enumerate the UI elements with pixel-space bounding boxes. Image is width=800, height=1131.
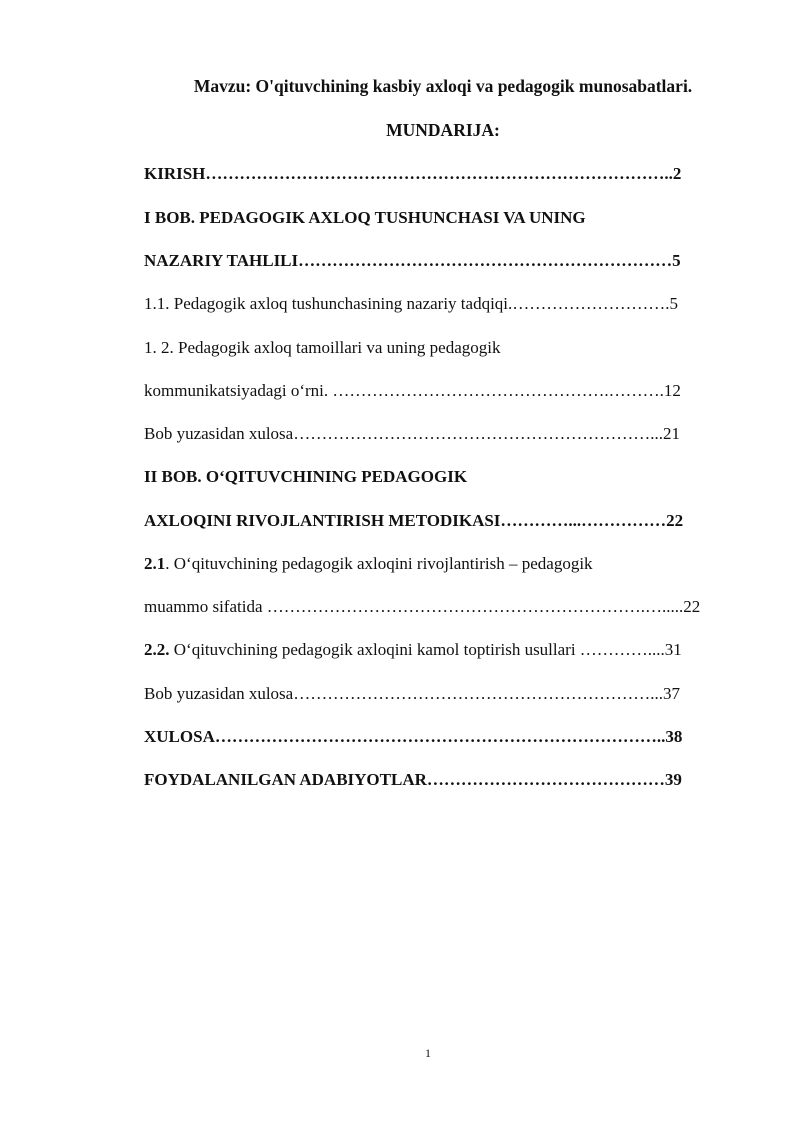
toc-entry-chapter-2-conclusion: Bob yuzasidan xulosa………………………………………………………...37 <box>144 684 680 703</box>
document-topic: Mavzu: O'qituvchining kasbiy axloqi va pedagogik munosabatlari. <box>193 76 693 96</box>
toc-entry-2-2-text: O‘qituvchining pedagogik axloqini kamol toptirish usullari …………....31 <box>169 640 682 659</box>
toc-entry-kirish: KIRISH………………………………………………………………………..2 <box>144 164 682 183</box>
toc-entry-2-1-line-1 <box>144 554 593 574</box>
toc-entry-2-1-text: . O‘qituvchining pedagogik axloqini rivojlantirish – pedagogik <box>165 554 593 573</box>
toc-entry-2-1-line-2: muammo sifatida ………………………………………………………….….....22 <box>144 597 701 616</box>
toc-entry-1-2-line-2: kommunikatsiyadagi o‘rni. ………………………………………….……….12 <box>144 381 681 400</box>
toc-entry-bibliography: FOYDALANILGAN ADABIYOTLAR……………………………………39 <box>144 770 682 789</box>
toc-entry-2-2-number: 2.2. <box>144 640 170 659</box>
toc-entry-2-2 <box>144 640 682 660</box>
toc-entry-chapter-2-line-1: II BOB. O‘QITUVCHINING PEDAGOGIK <box>144 467 468 486</box>
toc-entry-chapter-1-line-1: I BOB. PEDAGOGIK AXLOQ TUSHUNCHASI VA UNING <box>144 208 586 227</box>
page-number: 1 <box>425 1046 431 1060</box>
toc-entry-1-1: 1.1. Pedagogik axloq tushunchasining nazariy tadqiqi.……………………….5 <box>144 294 679 313</box>
toc-entry-1-2-line-1: 1. 2. Pedagogik axloq tamoillari va uning pedagogik <box>144 338 501 357</box>
toc-heading: MUNDARIJA: <box>386 120 500 140</box>
toc-entry-chapter-1-conclusion: Bob yuzasidan xulosa………………………………………………………...21 <box>144 424 680 443</box>
toc-entry-chapter-2-line-2: AXLOQINI RIVOJLANTIRISH METODIKASI…………...……………22 <box>144 511 684 530</box>
toc-entry-xulosa: XULOSA……………………………………………………………………..38 <box>144 727 683 746</box>
toc-entry-2-1-number: 2.1 <box>144 554 166 573</box>
toc-entry-chapter-1-line-2: NAZARIY TAHLILI…………………………………………………………5 <box>144 251 681 270</box>
